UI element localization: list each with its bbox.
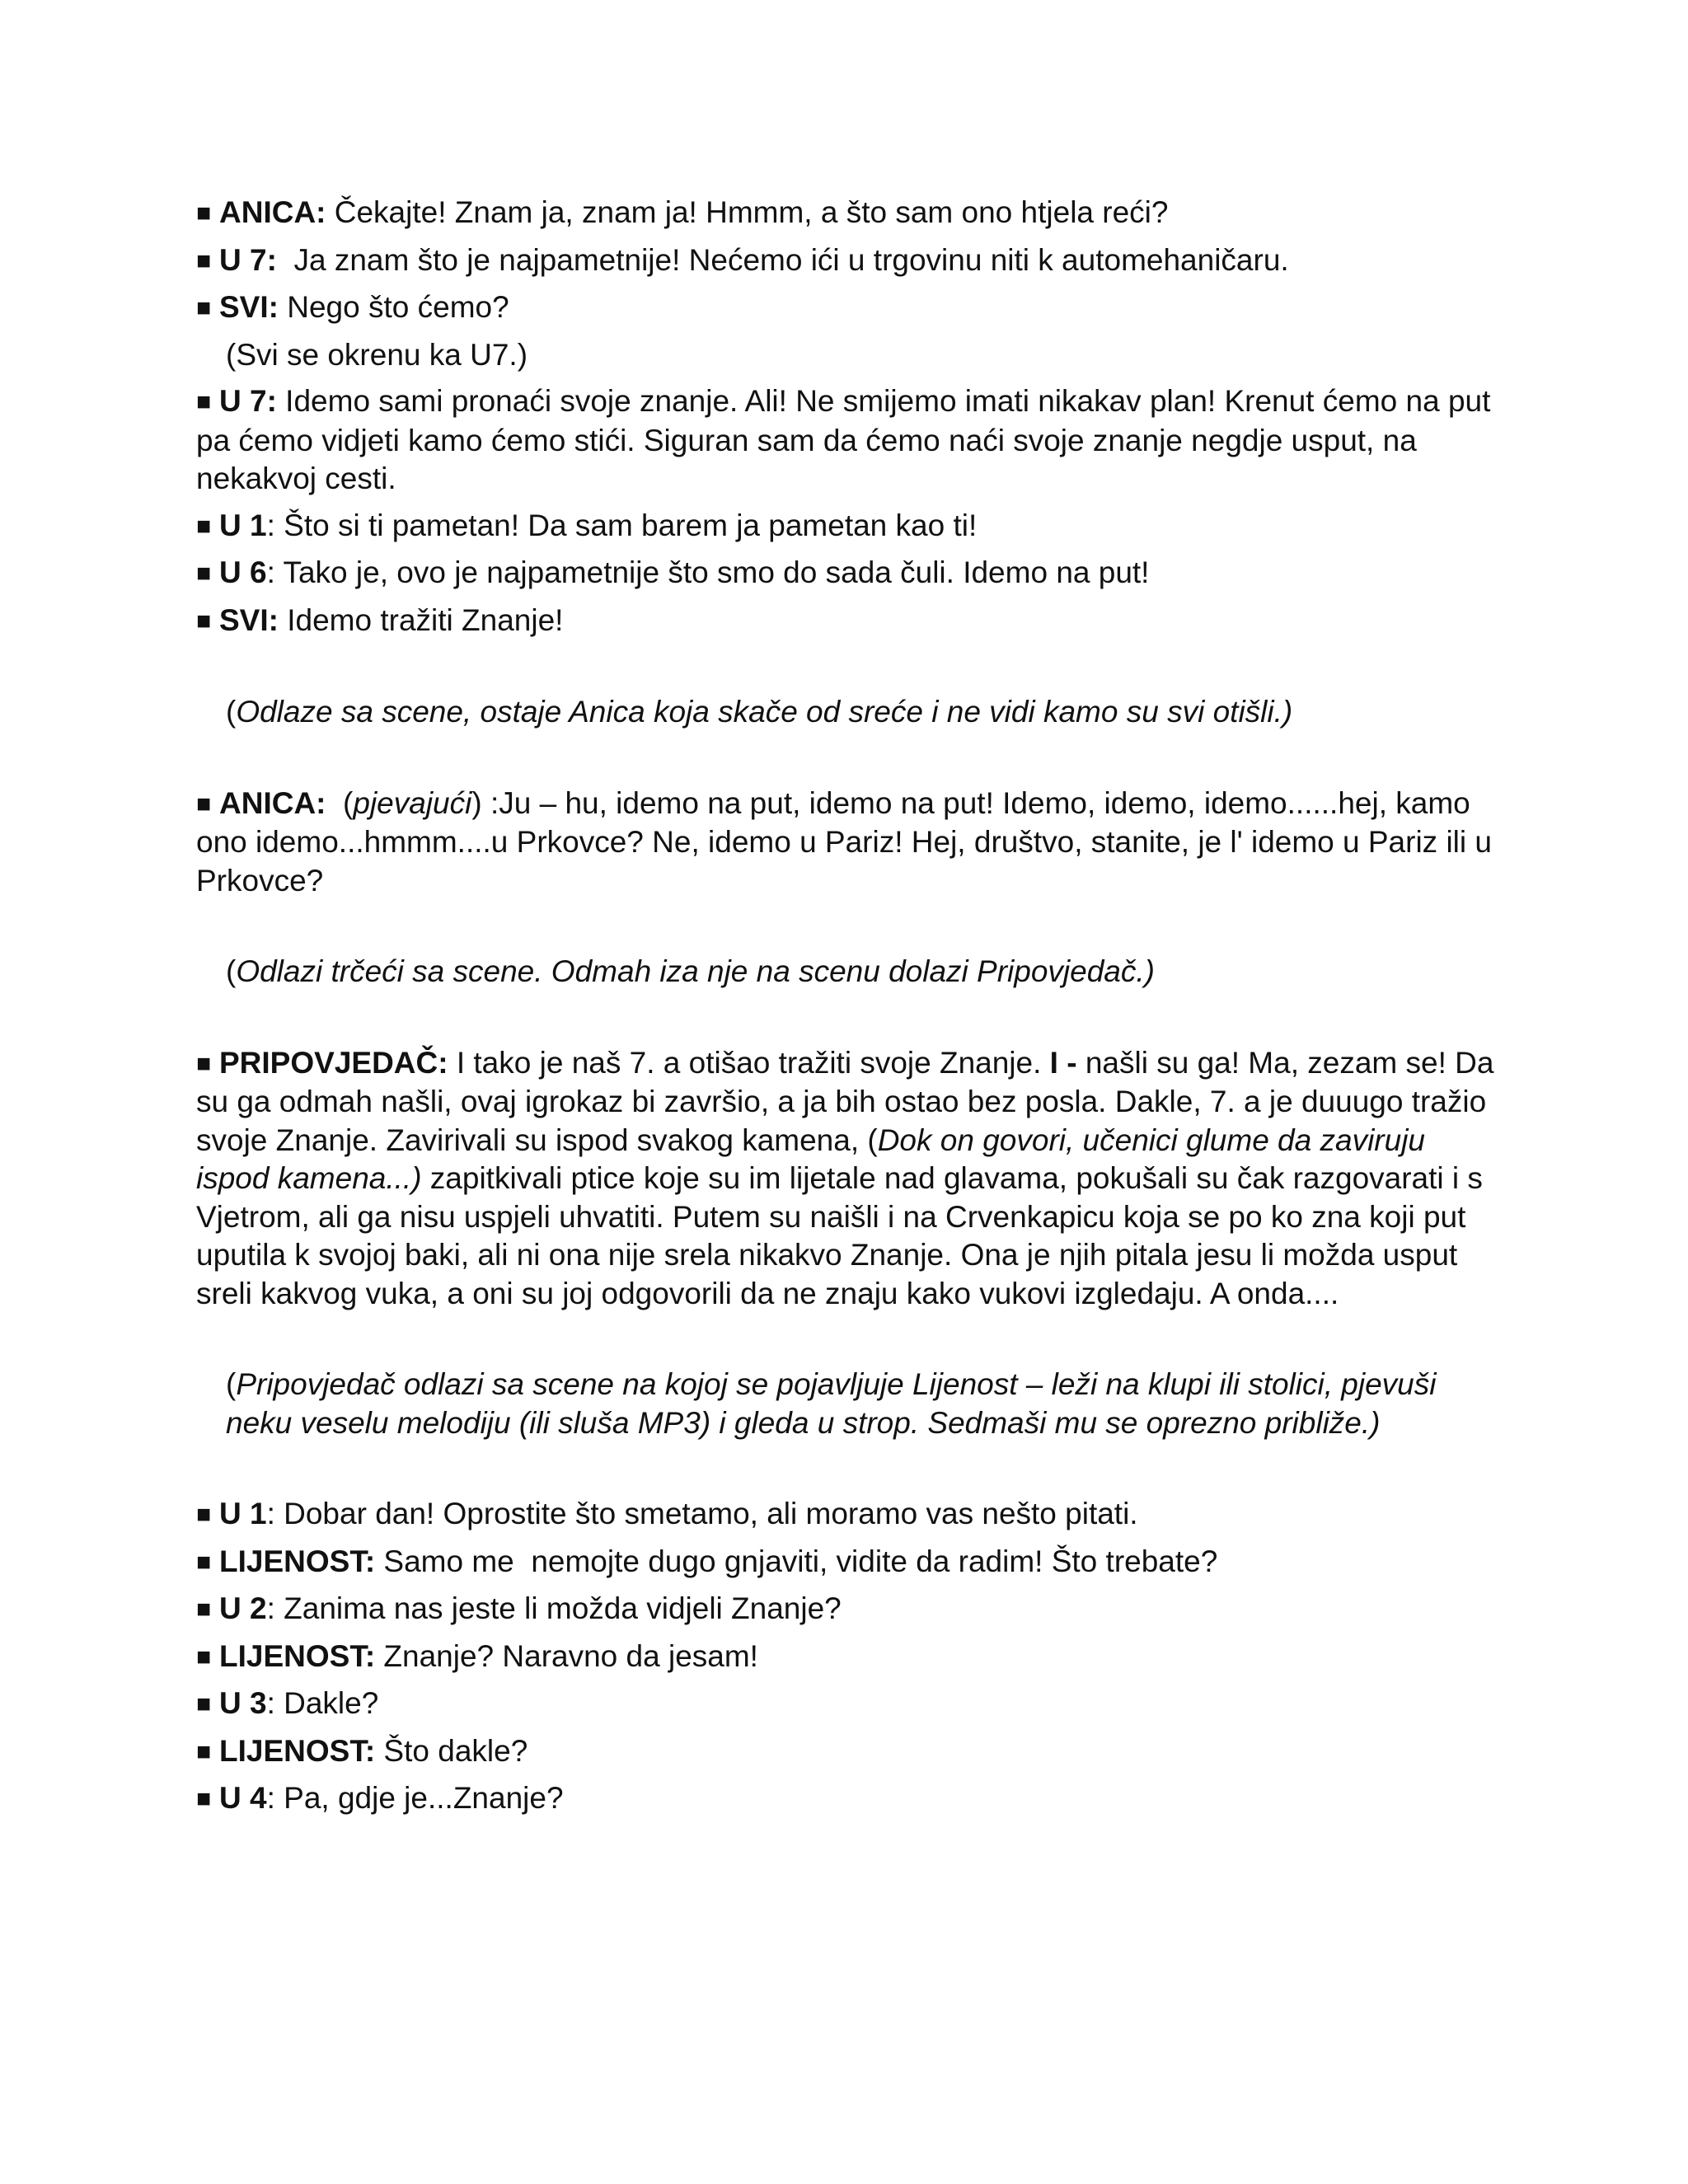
speaker-name: LIJENOST: — [219, 1544, 376, 1578]
stage-open-paren: ( — [226, 695, 237, 729]
dialogue-line — [196, 1590, 1498, 1629]
speaker-name: ANICA: — [219, 195, 326, 229]
dialogue-text: Idemo tražiti Znanje! — [278, 602, 564, 637]
dialogue-text: I tako je naš 7. a otišao tražiti svoje Znanje. — [448, 1045, 1050, 1080]
bullet-icon: ■ — [196, 512, 212, 540]
dialogue-text: : Pa, gdje je...Znanje? — [266, 1781, 564, 1815]
dialogue-line — [196, 1779, 1498, 1819]
stage-text: Odlazi trčeći sa scene. Odmah iza nje na scenu dolazi Pripovjedač.) — [236, 954, 1155, 988]
stage-direction — [196, 693, 1498, 732]
speaker-name: U 7: — [219, 242, 277, 277]
dialogue-text: : Zanima nas jeste li možda vidjeli Znanje? — [266, 1591, 842, 1625]
speaker-name: LIJENOST: — [219, 1733, 376, 1768]
dialogue-line — [196, 1044, 1498, 1314]
dialogue-text: Ja znam što je najpametnije! Nećemo ići u trgovinu niti k automehaničaru. — [276, 242, 1289, 277]
bullet-icon: ■ — [196, 560, 212, 587]
dialogue-italic: pjevajući — [353, 785, 472, 820]
dialogue-text: : Tako je, ovo je najpametnije što smo do sada čuli. Idemo na put! — [266, 555, 1150, 589]
dialogue-line — [196, 554, 1498, 593]
bullet-icon: ■ — [196, 1049, 212, 1077]
stage-open-paren: ( — [226, 1367, 237, 1401]
dialogue-line — [196, 288, 1498, 328]
dialogue-text-2: našli su ga! Ma, zezam se! Da su ga odmah našli, ovaj igrokaz bi završio, a ja bih ostao bez posla. Dakle, 7. a je duuugo tražio svoje Znanje. Zavirivali su ispod svakog kamena, ( — [196, 1045, 1494, 1157]
stage-direction — [196, 953, 1498, 991]
bullet-icon: ■ — [196, 246, 212, 274]
dialogue-line — [196, 507, 1498, 546]
dialogue-text: Znanje? Naravno da jesam! — [375, 1638, 758, 1673]
speaker-name: U 1 — [219, 1497, 267, 1530]
dialogue-text: Što dakle? — [375, 1733, 528, 1768]
speaker-name: SVI: — [219, 290, 279, 324]
dialogue-text: Idemo sami pronaći svoje znanje. Ali! Ne smijemo imati nikakav plan! Krenut ćemo na put pa ćemo vidjeti kamo ćemo stići. Siguran sam da ćemo naći svoje znanje negdje usput, na nekakvoj cesti. — [196, 384, 1491, 495]
dialogue-line — [196, 241, 1498, 281]
dialogue-text: Samo me nemojte dugo gnjaviti, vidite da radim! Što trebate? — [375, 1544, 1218, 1578]
speaker-name: U 7: — [219, 384, 277, 418]
bullet-icon: ■ — [196, 790, 212, 818]
speaker-name: U 4 — [219, 1781, 267, 1815]
dialogue-text: Nego što ćemo? — [278, 290, 509, 324]
dialogue-line — [196, 1543, 1498, 1582]
bullet-icon: ■ — [196, 1737, 212, 1765]
dialogue-line — [196, 1638, 1498, 1677]
stage-direction — [196, 1366, 1498, 1442]
dialogue-text: : Što si ti pametan! Da sam barem ja pametan kao ti! — [266, 508, 978, 542]
speaker-name: U 1 — [219, 508, 267, 542]
dialogue-text: Čekajte! Znam ja, znam ja! Hmmm, a što sam ono htjela reći? — [326, 195, 1169, 229]
dialogue-text-3: zapitkivali ptice koje su im lijetale nad glavama, pokušali su čak razgovarati i s Vjetrom, ali ga nisu uspjeli uhvatiti. Putem su naišli i na Crvenkapicu koja se po ko zna koji put uputila k svojoj baki, ali ni ona nije srela nikakvo Znanje. Ona je njih pitala jesu li možda usput sreli kakvog vuka, a oni su joj odgovorili da ne znaju kako vukovi izgledaju. A onda.... — [196, 1161, 1483, 1310]
dialogue-line — [196, 194, 1498, 233]
bullet-icon: ■ — [196, 1690, 212, 1718]
bullet-icon: ■ — [196, 1785, 212, 1812]
speaker-name: ANICA: — [219, 785, 326, 820]
dialogue-line — [196, 1732, 1498, 1772]
stage-direction — [196, 336, 1498, 375]
dialogue-italic: Dok on govori, učenici glume da zaviruju ispod kamena...) — [196, 1122, 1425, 1195]
stage-text: Pripovjedač odlazi sa scene na kojoj se pojavljuje Lijenost – leži na klupi ili stolici, pjevuši neku veselu melodiju (ili sluša MP3) i gleda u strop. Sedmaši mu se oprezno približe.) — [226, 1367, 1437, 1440]
bullet-icon: ■ — [196, 1643, 212, 1671]
speaker-name: LIJENOST: — [219, 1638, 376, 1673]
stage-open-paren: ( — [226, 954, 237, 988]
dialogue-line — [196, 1685, 1498, 1724]
dialogue-line — [196, 382, 1498, 499]
speaker-name: SVI: — [219, 602, 279, 637]
bullet-icon: ■ — [196, 1548, 212, 1576]
speaker-name: PRIPOVJEDAČ: — [219, 1045, 448, 1080]
dialogue-line — [196, 785, 1498, 901]
bullet-icon: ■ — [196, 294, 212, 321]
bullet-icon: ■ — [196, 388, 212, 415]
dialogue-line — [196, 1495, 1498, 1535]
script-page — [196, 194, 1498, 1819]
speaker-name: U 2 — [219, 1591, 267, 1625]
stage-text: Odlaze sa scene, ostaje Anica koja skače od sreće i ne vidi kamo su svi otišli.) — [236, 695, 1293, 729]
dialogue-bold: I - — [1049, 1045, 1085, 1080]
dialogue-text: : Dakle? — [266, 1686, 379, 1720]
bullet-icon: ■ — [196, 1501, 212, 1528]
bullet-icon: ■ — [196, 199, 212, 227]
speaker-name: U 6 — [219, 555, 267, 589]
dialogue-text: : Dobar dan! Oprostite što smetamo, ali moramo vas nešto pitati. — [266, 1497, 1138, 1530]
dialogue-text: ) :Ju – hu, idemo na put, idemo na put! Idemo, idemo, idemo......hej, kamo ono idemo...hmmm....u Prkovce? Ne, idemo u Pariz! Hej, društvo, stanite, je l' idemo u Pariz ili u Prkovce? — [196, 785, 1492, 898]
dialogue-pre: ( — [326, 785, 354, 820]
bullet-icon: ■ — [196, 1596, 212, 1623]
stage-text: (Svi se okrenu ka U7.) — [226, 337, 528, 372]
bullet-icon: ■ — [196, 607, 212, 635]
dialogue-line — [196, 602, 1498, 641]
speaker-name: U 3 — [219, 1686, 267, 1720]
